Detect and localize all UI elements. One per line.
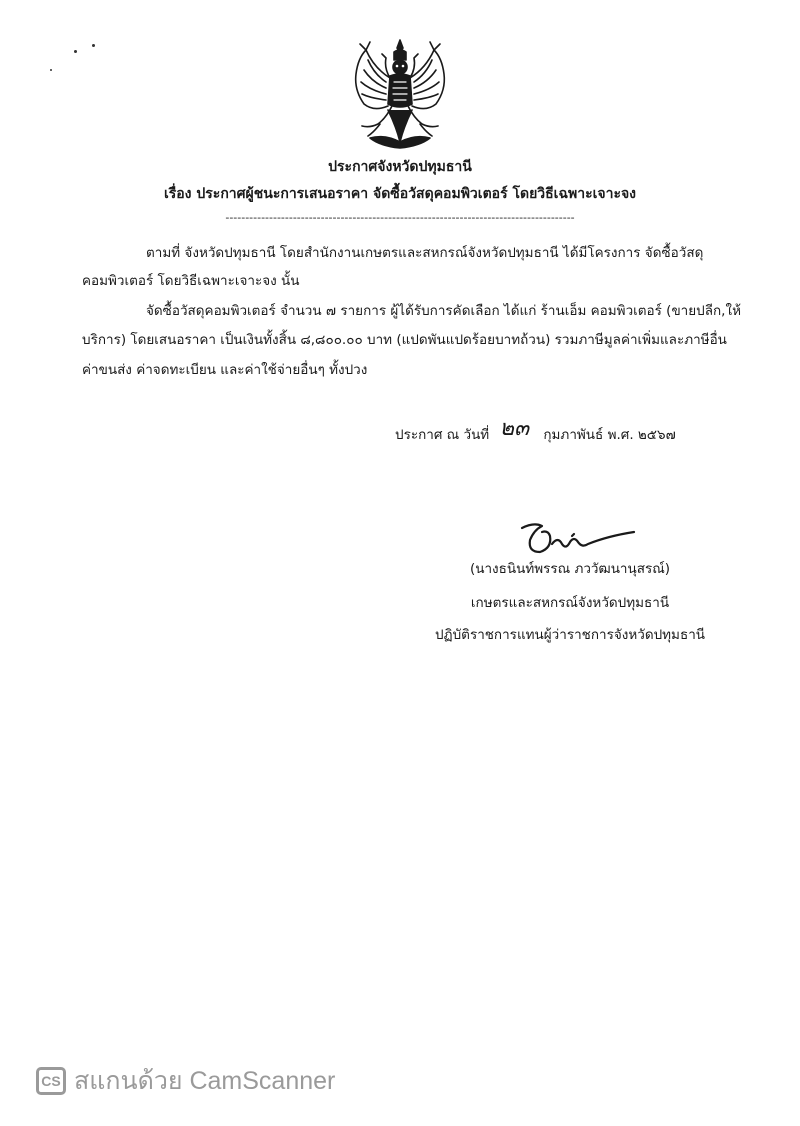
signatory-position: เกษตรและสหกรณ์จังหวัดปทุมธานี xyxy=(470,595,670,611)
scan-speck xyxy=(74,50,77,53)
announcement-date xyxy=(395,416,676,444)
date-prefix: ประกาศ ณ วันที่ xyxy=(395,427,490,443)
camscanner-logo-icon: CS xyxy=(36,1067,66,1095)
dashed-separator: ---------------------------------------------------------------------------------------- xyxy=(225,211,575,224)
body-line: ค่าขนส่ง ค่าจดทะเบียน และค่าใช้จ่ายอื่นๆ ทั้งปวง xyxy=(82,362,368,378)
handwritten-signature-icon xyxy=(512,518,642,564)
garuda-emblem-icon xyxy=(340,38,460,150)
body-line: ตามที่ จังหวัดปทุมธานี โดยสำนักงานเกษตรและสหกรณ์จังหวัดปทุมธานี ได้มีโครงการ จัดซื้อวัสดุ xyxy=(146,245,704,261)
signatory-name: (นางธนินท์พรรณ ภววัฒนานุสรณ์) xyxy=(469,561,671,577)
body-line: บริการ) โดยเสนอราคา เป็นเงินทั้งสิ้น ๘,๘๐๐.๐๐ บาท (แปดพันแปดร้อยบาทถ้วน) รวมภาษีมูลค่าเพิ่มและภาษีอื่น xyxy=(82,332,727,348)
body-line: คอมพิวเตอร์ โดยวิธีเฉพาะเจาะจง นั้น xyxy=(82,273,300,289)
body-line: จัดซื้อวัสดุคอมพิวเตอร์ จำนวน ๗ รายการ ผู้ได้รับการคัดเลือก ได้แก่ ร้านเอ็ม คอมพิวเตอร์ (ขายปลีก,ให้ xyxy=(146,303,741,319)
date-day-handwritten: ๒๓ xyxy=(499,416,530,441)
camscanner-watermark xyxy=(36,1066,335,1096)
date-month-year: กุมภาพันธ์ พ.ศ. ๒๕๖๗ xyxy=(543,427,676,443)
scan-speck xyxy=(50,69,52,71)
announcement-subject: เรื่อง ประกาศผู้ชนะการเสนอราคา จัดซื้อวัสดุคอมพิวเตอร์ โดยวิธีเฉพาะเจาะจง xyxy=(163,186,637,202)
scan-speck xyxy=(92,44,95,47)
signatory-acting-for: ปฏิบัติราชการแทนผู้ว่าราชการจังหวัดปทุมธานี xyxy=(434,627,706,643)
watermark-text: สแกนด้วย CamScanner xyxy=(74,1067,336,1095)
announcement-title: ประกาศจังหวัดปทุมธานี xyxy=(328,159,472,175)
